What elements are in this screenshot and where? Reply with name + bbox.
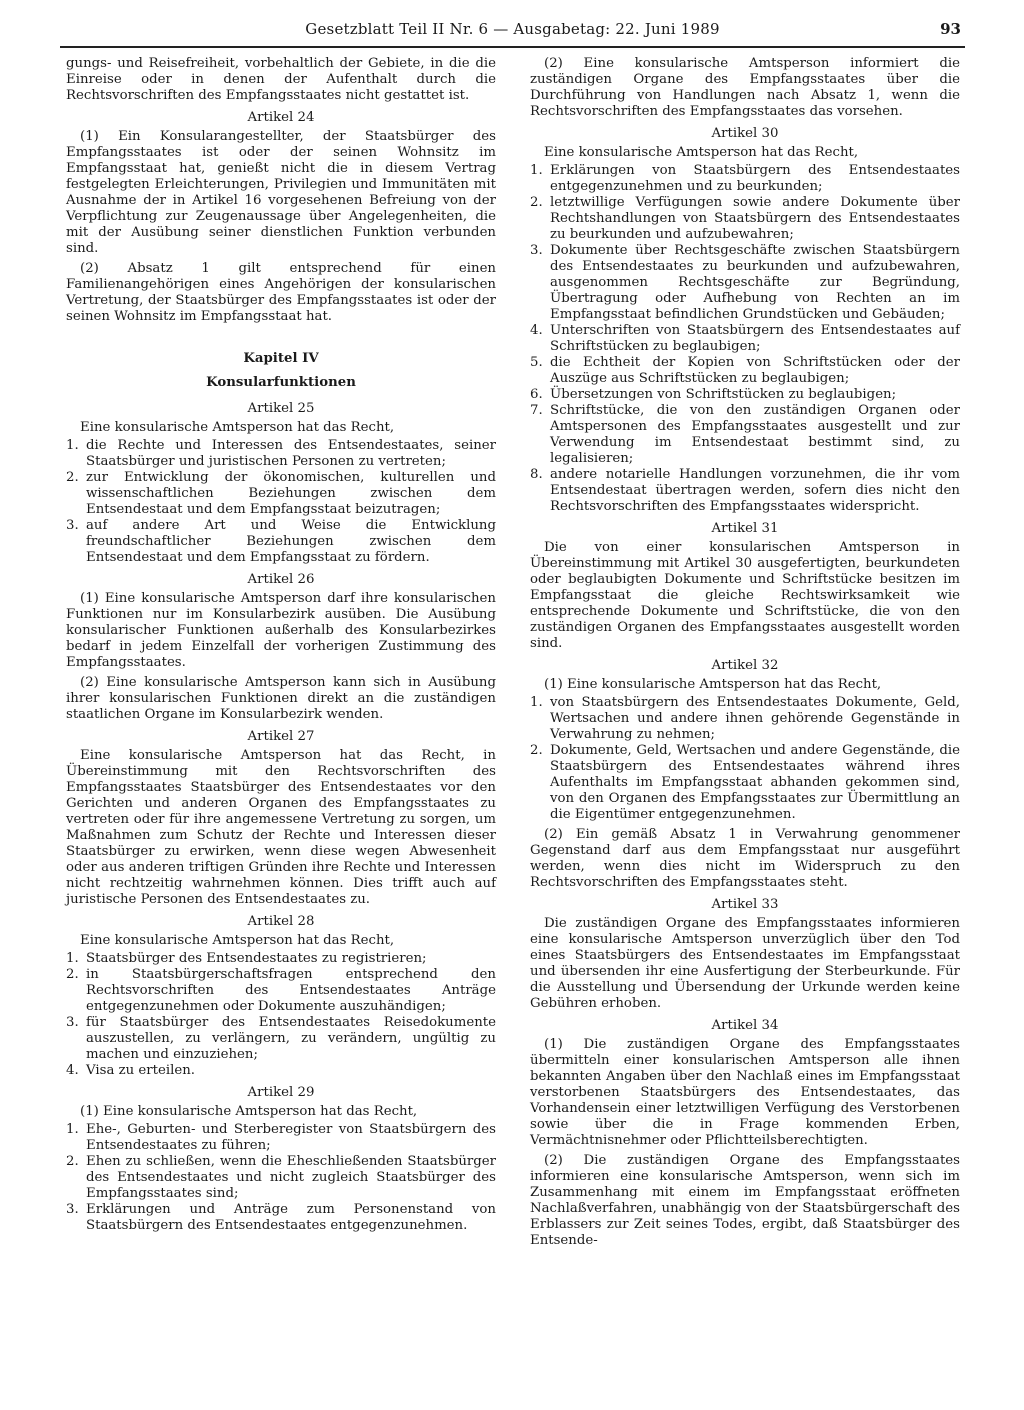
list-number: 2. — [530, 743, 543, 758]
list-item — [530, 467, 960, 515]
left-column — [66, 56, 496, 1238]
list-number: 8. — [530, 467, 543, 482]
list-item — [66, 1154, 496, 1202]
paragraph: (2) Absatz 1 gilt entsprechend für einen Familienangehörigen eines Angehörigen der konsularischen Vertretung, der Staatsbürger des Empfangsstaates ist oder der seinen Wohnsitz im Empfangsstaat hat. — [66, 261, 496, 324]
paragraph: (1) Eine konsularische Amtsperson hat das Recht, — [544, 677, 882, 692]
paragraph: Eine konsularische Amtsperson hat das Recht, in Übereinstimmung mit den Rechtsvorschriften des Empfangsstaates Staatsbürger des Entsendestaates vor den Gerichten und anderen Organen des Empfangsstaates zu vertreten oder für ihre angemessene Vertretung zu sorgen, um Maßnahmen zum Schutz der Rechte und Interessen dieser Staatsbürger zu erwirken, wenn diese wegen Abwesenheit oder aus anderen triftigen Gründen ihre Rechte und Interessen nicht rechtzeitig wahrnehmen können. Dies trifft auch auf juristische Personen des Entsendestaates zu. — [66, 748, 496, 907]
list-number: 3. — [66, 518, 79, 533]
paragraph: (2) Eine konsularische Amtsperson kann sich in Ausübung ihrer konsularischen Funktionen direkt an die zuständigen staatlichen Organe im Konsularbezirk wenden. — [66, 675, 496, 722]
paragraph: Eine konsularische Amtsperson hat das Recht, — [80, 933, 395, 948]
list-text: Erklärungen und Anträge zum Personenstand von Staatsbürgern des Entsendestaates entgegenzunehmen. — [86, 1202, 496, 1233]
list-number: 7. — [530, 403, 543, 418]
page-header — [60, 20, 965, 48]
list-item — [66, 951, 496, 967]
list-item — [530, 243, 960, 323]
article-heading: Artikel 31 — [711, 521, 779, 536]
list-text: die Rechte und Interessen des Entsendestaates, seiner Staatsbürger und juristischen Personen zu vertreten; — [86, 438, 496, 469]
list-number: 5. — [530, 355, 543, 370]
list-number: 1. — [66, 438, 79, 453]
article-heading: Artikel 30 — [711, 126, 779, 141]
list-item — [530, 387, 960, 403]
paragraph: (2) Die zuständigen Organe des Empfangsstaates informieren eine konsularische Amtsperson, wenn sich im Zusammenhang mit einem im Empfangsstaat eröffneten Nachlaßverfahren, unabhängig von der Staatsbürgerschaft des Erblassers zur Zeit seines Todes, ergibt, daß Staatsbürger des Entsende- — [530, 1153, 960, 1248]
list-item — [530, 403, 960, 467]
list-item — [530, 695, 960, 743]
article-heading: Artikel 26 — [247, 572, 315, 587]
list-item — [530, 355, 960, 387]
article-heading: Artikel 24 — [247, 110, 315, 125]
list-item — [66, 518, 496, 566]
list-number: 4. — [66, 1063, 79, 1078]
paragraph: Die zuständigen Organe des Empfangsstaates informieren eine konsularische Amtsperson unverzüglich über den Tod eines Staatsbürgers des Entsendestaates im Empfangsstaat und übersenden ihr eine Ausfertigung der Sterbeurkunde. Für die Ausstellung und Übersendung der Urkunde werden keine Gebühren erhoben. — [530, 916, 960, 1011]
list-text: Unterschriften von Staatsbürgern des Entsendestaates auf Schriftstücken zu beglaubigen; — [550, 323, 960, 354]
paragraph: Eine konsularische Amtsperson hat das Recht, — [544, 145, 859, 160]
list-number: 3. — [66, 1015, 79, 1030]
list-text: Übersetzungen von Schriftstücken zu beglaubigen; — [550, 387, 897, 402]
list-item — [530, 323, 960, 355]
list-item — [66, 1122, 496, 1154]
list-text: zur Entwicklung der ökonomischen, kulturellen und wissenschaftlichen Beziehungen zwischen dem Entsendestaat und dem Empfangsstaat beizutragen; — [86, 470, 496, 517]
list-number: 6. — [530, 387, 543, 402]
list-number: 3. — [66, 1202, 79, 1217]
numbered-list — [66, 951, 496, 1079]
list-number: 1. — [530, 695, 543, 710]
paragraph: (1) Die zuständigen Organe des Empfangsstaates übermitteln einer konsularischen Amtsperson alle ihnen bekannten Angaben über den Nachlaß eines im Empfangsstaat verstorbenen Staatsbürgers des Entsendestaates, das Vorhandensein einer letztwilligen Verfügung des Verstorbenen sowie über die in Frage kommenden Erben, Vermächtnisnehmer oder Pflichtteilsberechtigten. — [530, 1037, 960, 1148]
list-item — [530, 743, 960, 823]
list-item — [66, 1015, 496, 1063]
article-heading: Artikel 32 — [711, 658, 779, 673]
paragraph: (1) Eine konsularische Amtsperson darf ihre konsularischen Funktionen nur im Konsularbezirk ausüben. Die Ausübung konsularischer Funktionen außerhalb des Konsularbezirkes bedarf in jedem Einzelfall der vorherigen Zustimmung des Empfangsstaates. — [66, 591, 496, 670]
paragraph: (1) Ein Konsularangestellter, der Staatsbürger des Empfangsstaates ist oder der seinen Wohnsitz im Empfangsstaat hat, genießt nicht die in diesem Vertrag festgelegten Erleichterungen, Privilegien und Immunitäten mit Ausnahme der in Artikel 16 vorgesehenen Befreiung von der Verpflichtung zur Zeugenaussage über Angelegenheiten, die mit der Ausübung seiner dienstlichen Funktion verbunden sind. — [66, 129, 496, 256]
list-item — [66, 967, 496, 1015]
list-item — [530, 163, 960, 195]
list-item — [530, 195, 960, 243]
numbered-list — [530, 163, 960, 515]
page-number: 93 — [940, 20, 961, 38]
article-heading: Artikel 25 — [247, 401, 315, 416]
list-number: 1. — [530, 163, 543, 178]
list-number: 1. — [66, 1122, 79, 1137]
chapter-heading: Kapitel IV — [243, 351, 319, 366]
list-text: in Staatsbürgerschaftsfragen entsprechend den Rechtsvorschriften des Entsendestaates Anträge entgegenzunehmen oder Dokumente auszuhändigen; — [86, 967, 496, 1014]
paragraph: (2) Eine konsularische Amtsperson informiert die zuständigen Organe des Empfangsstaates über die Durchführung von Handlungen nach Absatz 1, wenn die Rechtsvorschriften des Empfangsstaates das vorsehen. — [530, 56, 960, 119]
list-text: andere notarielle Handlungen vorzunehmen, die ihr vom Entsendestaat übertragen werden, sofern dies nicht den Rechtsvorschriften des Empfangsstaates widerspricht. — [550, 467, 960, 514]
list-number: 2. — [66, 470, 79, 485]
list-number: 2. — [66, 1154, 79, 1169]
list-item — [66, 470, 496, 518]
list-text: Dokumente über Rechtsgeschäfte zwischen Staatsbürgern des Entsendestaates zu beurkunden und aufzubewahren, ausgenommen Rechtsgeschäfte zur Begründung, Übertragung oder Aufhebung von Rechten an im Empfangsstaat befindlichen Grundstücken und Gebäuden; — [550, 243, 960, 322]
list-text: Ehe-, Geburten- und Sterberegister von Staatsbürgern des Entsendestaates zu führen; — [86, 1122, 496, 1153]
list-text: von Staatsbürgern des Entsendestaates Dokumente, Geld, Wertsachen und andere ihnen gehörende Gegenstände in Verwahrung zu nehmen; — [550, 695, 960, 742]
right-column — [530, 56, 960, 1253]
paragraph: gungs- und Reisefreiheit, vorbehaltlich der Gebiete, in die die Einreise oder in denen der Aufenthalt durch die Rechtsvorschriften des Empfangsstaates nicht gestattet ist. — [66, 56, 496, 103]
list-text: Staatsbürger des Entsendestaates zu registrieren; — [86, 951, 427, 966]
article-heading: Artikel 27 — [247, 729, 315, 744]
list-text: die Echtheit der Kopien von Schriftstücken oder der Auszüge aus Schriftstücken zu beglaubigen; — [550, 355, 960, 386]
paragraph: Die von einer konsularischen Amtsperson in Übereinstimmung mit Artikel 30 ausgefertigten, beurkundeten oder beglaubigten Dokumente und Schriftstücke besitzen im Empfangsstaat die gleiche Rechtswirksamkeit wie entsprechende Dokumente und Schriftstücke, die von den zuständigen Organen des Empfangsstaates ausgestellt worden sind. — [530, 540, 960, 651]
list-number: 4. — [530, 323, 543, 338]
numbered-list — [530, 695, 960, 823]
list-item — [66, 1202, 496, 1234]
chapter-subtitle: Konsularfunktionen — [206, 375, 356, 390]
article-heading: Artikel 29 — [247, 1085, 315, 1100]
article-heading: Artikel 28 — [247, 914, 315, 929]
paragraph: (1) Eine konsularische Amtsperson hat das Recht, — [80, 1104, 418, 1119]
list-item — [66, 438, 496, 470]
list-text: letztwillige Verfügungen sowie andere Dokumente über Rechtshandlungen von Staatsbürgern des Entsendestaates zu beurkunden und aufzubewahren; — [550, 195, 960, 242]
paragraph: (2) Ein gemäß Absatz 1 in Verwahrung genommener Gegenstand darf aus dem Empfangsstaat nur ausgeführt werden, wenn dies nicht im Widerspruch zu den Rechtsvorschriften des Empfangsstaates steht. — [530, 827, 960, 890]
list-number: 1. — [66, 951, 79, 966]
list-number: 2. — [530, 195, 543, 210]
list-text: auf andere Art und Weise die Entwicklung freundschaftlicher Beziehungen zwischen dem Entsendestaat und dem Empfangsstaat zu fördern. — [86, 518, 496, 565]
article-heading: Artikel 34 — [711, 1018, 779, 1033]
list-text: Visa zu erteilen. — [86, 1063, 195, 1078]
list-text: Ehen zu schließen, wenn die Eheschließenden Staatsbürger des Entsendestaates und nicht zugleich Staatsbürger des Empfangsstaates sind; — [86, 1154, 496, 1201]
paragraph: Eine konsularische Amtsperson hat das Recht, — [80, 420, 395, 435]
list-text: Schriftstücke, die von den zuständigen Organen oder Amtspersonen des Empfangsstaates ausgestellt und zur Verwendung im Entsendestaat bestimmt sind, zu legalisieren; — [550, 403, 960, 466]
list-number: 2. — [66, 967, 79, 982]
list-number: 3. — [530, 243, 543, 258]
list-text: Erklärungen von Staatsbürgern des Entsendestaates entgegenzunehmen und zu beurkunden; — [550, 163, 960, 194]
list-text: Dokumente, Geld, Wertsachen und andere Gegenstände, die Staatsbürgern des Entsendestaates während ihres Aufenthalts im Empfangsstaat abhanden gekommen sind, von den Organen des Empfangsstaates zur Übermittlung an die Eigentümer entgegenzunehmen. — [550, 743, 960, 822]
header-title: Gesetzblatt Teil II Nr. 6 — Ausgabetag: 22. Juni 1989 — [305, 20, 720, 38]
numbered-list — [66, 1122, 496, 1234]
list-text: für Staatsbürger des Entsendestaates Reisedokumente auszustellen, zu verlängern, zu verändern, ungültig zu machen und einzuziehen; — [86, 1015, 496, 1062]
article-heading: Artikel 33 — [711, 897, 779, 912]
list-item — [66, 1063, 496, 1079]
numbered-list — [66, 438, 496, 566]
